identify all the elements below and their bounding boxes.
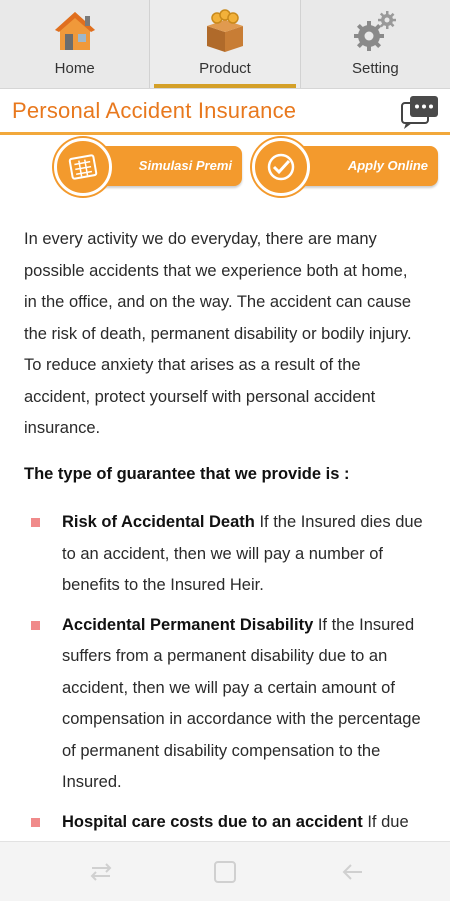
calculator-icon [67,151,99,183]
product-box-icon [201,8,249,56]
action-buttons [0,136,450,196]
system-nav-bar [0,841,450,901]
home-square-icon[interactable] [212,860,238,884]
gears-icon [351,8,399,56]
apply-online-label: Apply Online [347,158,428,173]
tab-product-label: Product [199,60,251,77]
bullet-square [31,818,40,827]
product-description [24,224,424,846]
page-title: Personal Accident Insurance [12,97,297,123]
home-icon [51,8,99,56]
back-arrow-icon[interactable] [340,860,366,884]
simulasi-premi-button[interactable] [60,146,242,186]
chat-bubble-icon[interactable] [400,93,440,131]
checkmark-badge [252,138,310,196]
bullet-square [31,621,40,630]
item-title: Accidental Permanent Disability [62,615,314,634]
tab-setting-label: Setting [351,60,399,77]
item-text: If due [362,812,409,831]
item-title: Risk of Accidental Death [62,513,255,531]
page-header [0,89,450,135]
item-text: If the Insured dies due to an accident, then we will pay a number of benefits to the Insured Heir. [62,513,423,594]
apply-online-button[interactable] [258,146,438,186]
tab-setting[interactable] [300,0,450,88]
recent-apps-icon[interactable] [88,860,114,884]
guarantee-subheading: The type of guarantee that we provide is : [24,464,350,483]
list-item [24,507,424,602]
intro-paragraph: In every activity we do everyday, there are many possible accidents that we experience both at home, in the office, and on the way. The accident can cause the risk of death, permanent disability or bodily injury. To reduce anxiety that arises as a result of the accident, protect yourself with personal accident insurance. [24,230,412,437]
list-item [24,610,424,799]
item-text: If the Insured suffers from a permanent disability due to an accident, then we will pay a certain amount of compensation in accordance with the percentage of permanent disability compensation to the Insured. [62,615,421,791]
list-item [24,807,424,839]
bullet-square [31,518,40,527]
tab-product[interactable] [149,0,299,88]
guarantee-list [24,507,424,838]
tab-home-label: Home [54,60,95,77]
top-tab-bar [0,0,450,89]
simulasi-premi-label: Simulasi Premi [138,158,232,173]
item-title: Hospital care costs due to an accident [62,812,363,831]
tab-home[interactable] [0,0,149,88]
checkmark-icon [265,151,297,183]
calculator-badge [54,138,112,196]
